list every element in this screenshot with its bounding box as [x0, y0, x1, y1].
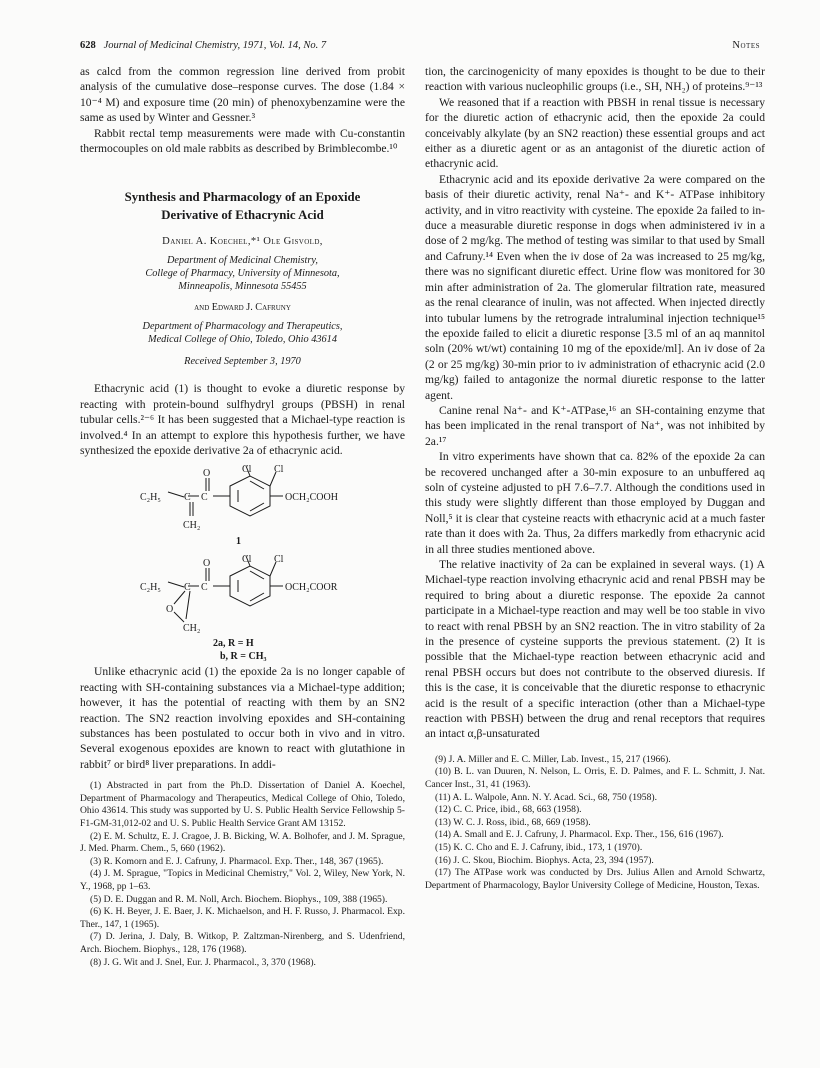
left-column	[80, 64, 405, 969]
footnote-17: (17) The ATPase work was conducted by Drs. Julius Allen and Arnold Schwartz, Department of Pharmacology, Baylor University College of Medicine, Houston, Texas.	[425, 867, 765, 891]
right-paragraph-5: In vitro experiments have shown that ca. 82% of the epoxide 2a can be recovered unchanged after a 30-min exposure to an unbuffered aq soln of cysteine adjusted to pH 7.6–7.7. Although the conditions used in this study were slightly different than those employed by Duggan and Noll,⁵ it is clear that cysteine reacts with ethacrynic acid at a much faster rate than it does with 2a. Thus, 2a differs markedly from ethacrynic acid in all three studies mentioned above.	[425, 450, 765, 556]
footnote-15: (15) K. C. Cho and E. J. Cafruny, ibid., 173, 1 (1970).	[435, 842, 643, 854]
structure-1	[168, 466, 283, 516]
s1-ch2: CH₂	[183, 520, 201, 532]
right-paragraph-1: tion, the carcinogenicity of many epoxides is thought to be due to their reaction with various nucleophilic groups (i.e., SH, NH₂) of proteins.⁹⁻¹³	[425, 65, 765, 94]
header-left	[80, 40, 326, 51]
affiliation-2	[80, 321, 405, 346]
title-line-2: Derivative of Ethacrynic Acid	[161, 208, 324, 223]
body-paragraph-1: Ethacrynic acid (1) is thought to evoke a diuretic response by reacting with protein-bound sulfhydryl groups (PBSH) in renal tubular cells.²⁻⁶ It has been suggested that a Michael-type reaction is involved.⁴ In an attempt to explore this hypothesis further, we have synthesized the epoxide derivative 2a of ethacrynic acid.	[80, 382, 405, 458]
right-paragraph-4: Canine renal Na⁺- and K⁺-ATPase,¹⁶ an SH-containing enzyme that has been implicated in the renal transport of Na⁺, was not inhibited by 2a.¹⁷	[425, 403, 765, 448]
right-column	[425, 64, 765, 892]
right-paragraph-3: Ethacrynic acid and its epoxide derivative 2a were compared on the basis of their diuretic activity, renal Na⁺- and K⁺- ATPase inhibitory activity, and in vitro reactivity with cysteine. The epoxide 2a failed to induce a measurable diuretic response in dogs when administered iv in a dose of 2 mg/kg. The method of testing was similar to that used by Small and Cafruny.¹⁴ Even when the iv dose of 2a was increased to 25 mg/kg, there was no significant diuretic effect. Urine flow was monitored for 30 min after administration of 2a. The glomerular filtration rate, measured as the renal clearance of inulin, was not affected. When injected directly into tubular lumens by the retrograde intraluminal injection technique¹⁵ the epoxide failed to elicit a diuretic response [3.5 ml of an aq mannitol soln (20% wt/wt) containing 10 mg of the epoxide/ml]. An iv dose of 2a (2 or 25 mg/kg) 30-min prior to iv administration of ethacrynic acid (2.0 mg/kg) failed to antagonize the normal diuretic response to the latter agent.	[425, 172, 765, 402]
affiliation-1-line-3: Minneapolis, Minnesota 55455	[178, 280, 307, 292]
footnote-2: (2) E. M. Schultz, E. J. Cragoe, J. B. Bicking, W. A. Bolhofer, and J. M. Sprague, J. Med. Pharm. Chem., 5, 660 (1962).	[80, 830, 405, 855]
s2-c2h5: C₂H₅	[140, 582, 161, 594]
footnote-10: (10) B. L. van Duuren, N. Nelson, L. Orris, E. D. Palmes, and F. L. Schmitt, J. Nat. Cancer Inst., 31, 41 (1963).	[425, 766, 765, 791]
s1-och2cooh: OCH₂COOH	[285, 492, 338, 504]
footnote-4: (4) J. M. Sprague, "Topics in Medicinal Chemistry," Vol. 2, Wiley, New York, N. Y., 1968, pp 1–63.	[80, 868, 405, 893]
footnote-6: (6) K. H. Beyer, J. E. Baer, J. K. Michaelson, and H. F. Russo, J. Pharmacol. Exp. Ther., 147, 1 (1965).	[80, 906, 405, 930]
journal-volume: 1971, Vol. 14, No. 7	[242, 40, 327, 51]
chemical-structures	[80, 464, 405, 664]
s1-c2h5: C₂H₅	[140, 492, 161, 504]
article-title	[80, 188, 405, 224]
footnote-16: (16) J. C. Skou, Biochim. Biophys. Acta, 23, 394 (1957).	[435, 854, 654, 866]
footnote-13: (13) W. C. J. Ross, ibid., 68, 669 (1958).	[435, 816, 591, 828]
label-2a: 2a, R = H	[213, 638, 254, 650]
body-paragraph-2: Unlike ethacrynic acid (1) the epoxide 2a is no longer capable of reacting with SH-containing substances via a Michael-type addition; however, it has the potential of reacting with them by an SN2 reaction. The SN2 reaction involving epoxides and SH-containing substances has been postulated to occur both in vivo and in vitro. Several exogenous epoxides are known to react with glutathione in rabbit⁷ or bird⁸ liver preparations. In addi-	[80, 665, 405, 771]
benzene-ring-2	[230, 566, 270, 606]
s2-c2: C	[201, 582, 208, 594]
footnote-3: (3) R. Komorn and E. J. Cafruny, J. Pharmacol. Exp. Ther., 148, 367 (1965).	[90, 855, 384, 867]
affiliation-1-line-1: Department of Medicinal Chemistry,	[167, 255, 318, 267]
footnote-11: (11) A. L. Walpole, Ann. N. Y. Acad. Sci., 68, 750 (1958).	[435, 791, 657, 803]
running-header	[80, 40, 760, 56]
second-author: and Edward J. Cafruny	[194, 302, 291, 314]
affiliation-2-line-1: Department of Pharmacology and Therapeutics,	[142, 321, 343, 333]
intro-paragraph-2: Rabbit rectal temp measurements were made with Cu-constantin thermocouples on old male rabbits as described by Brimblecombe.¹⁰	[80, 126, 405, 156]
affiliation-1	[80, 255, 405, 293]
benzene-ring-1	[230, 476, 270, 516]
s1-c2: C	[201, 492, 208, 504]
s2-epoxide-o: O	[166, 604, 174, 616]
footnote-14: (14) A. Small and E. J. Cafruny, J. Pharmacol. Exp. Ther., 156, 616 (1967).	[435, 829, 724, 841]
affiliation-1-line-2: College of Pharmacy, University of Minnesota,	[145, 268, 340, 280]
footnote-9: (9) J. A. Miller and E. C. Miller, Lab. Invest., 15, 217 (1966).	[435, 753, 671, 765]
s1-label: 1	[236, 536, 241, 548]
footnote-5: (5) D. E. Duggan and R. M. Noll, Arch. Biochem. Biophys., 109, 388 (1965).	[90, 893, 388, 905]
footnote-12: (12) C. C. Price, ibid., 68, 663 (1958).	[435, 804, 582, 816]
affiliation-2-line-2: Medical College of Ohio, Toledo, Ohio 43614	[148, 333, 337, 345]
structure-diagram	[80, 464, 405, 664]
footnotes-left	[80, 780, 405, 969]
journal-name: Journal of Medicinal Chemistry,	[103, 40, 241, 51]
s1-o: O	[203, 468, 211, 480]
s2-cl-1: Cl	[242, 554, 252, 566]
title-line-1: Synthesis and Pharmacology of an Epoxide	[124, 190, 361, 205]
s1-cl-2: Cl	[274, 464, 284, 476]
right-paragraph-2: We reasoned that if a reaction with PBSH in renal tissue is necessary for the diuretic action of ethacrynic acid, then the epoxide 2a could conceivably alkylate (by an SN2 reaction) these essential groups and act either as a diuretic agent or as an antagonist of the diuretic action of ethacrynic acid.	[425, 95, 765, 171]
s2-c: C	[184, 582, 191, 594]
footnote-1: (1) Abstracted in part from the Ph.D. Dissertation of Daniel A. Koechel, Department of Pharmacology and Therapeutics, Medical College of Ohio, Toledo, Ohio 43614. This study was supported by U. S. Public Health Service Fellowship 5-F1-GM-31,012-02 and U. S. Public Health Service Grant AM 13152.	[80, 780, 405, 830]
author-list: Daniel A. Koechel,*¹ Ole Gisvold,	[162, 236, 323, 248]
s2-o: O	[203, 558, 211, 570]
s2-ch2: CH₂	[183, 623, 201, 635]
s2-cl-2: Cl	[274, 554, 284, 566]
footnote-7: (7) D. Jerina, J. Daly, B. Witkop, P. Zaltzman-Nirenberg, and S. Udenfriend, Arch. Biochem. Biophys., 128, 176 (1968).	[80, 931, 405, 955]
s1-cl-1: Cl	[242, 464, 252, 476]
page-number: 628	[80, 40, 96, 51]
s1-c: C	[184, 492, 191, 504]
label-2b: b, R = CH₃	[220, 651, 267, 663]
footnote-8: (8) J. G. Wit and J. Snel, Eur. J. Pharmacol., 3, 370 (1968).	[90, 956, 316, 968]
received-date: Received September 3, 1970	[184, 356, 301, 368]
right-paragraph-6: The relative inactivity of 2a can be explained in several ways. (1) A Michael-type reaction involving ethacrynic acid and renal PBSH may be required to bring about a diuretic response. The epoxide 2a cannot participate in a Michael-type reaction and may well be too stable in vivo to react with renal PBSH by an SN2 reaction. The in vitro stability of 2a in the presence of cysteine supports the previous statement. (2) It is possible that the Michael-type reaction between ethacrynic acid and renal PBSH occurs but does not contribute to the observed diuresis. If this is the case, it is conceivable that the diuretic response to ethacrynic acid is the result of a specific interaction (other than a Michael-type reaction with PBSH) between the drug and renal receptors that requires an intact α,β-unsaturated	[425, 558, 765, 741]
s2-och2coor: OCH₂COOR	[285, 582, 338, 594]
intro-paragraph-1: as calcd from the common regression line derived from probit analysis of the cumulative dose–response curves. The dose (1.84 × 10⁻⁴ M) and exposure time (20 min) of phenoxybenzamine were the same as used by Winter and Gessner.³	[80, 65, 405, 125]
footnotes-right	[425, 754, 765, 893]
section-name: Notes	[732, 40, 760, 51]
